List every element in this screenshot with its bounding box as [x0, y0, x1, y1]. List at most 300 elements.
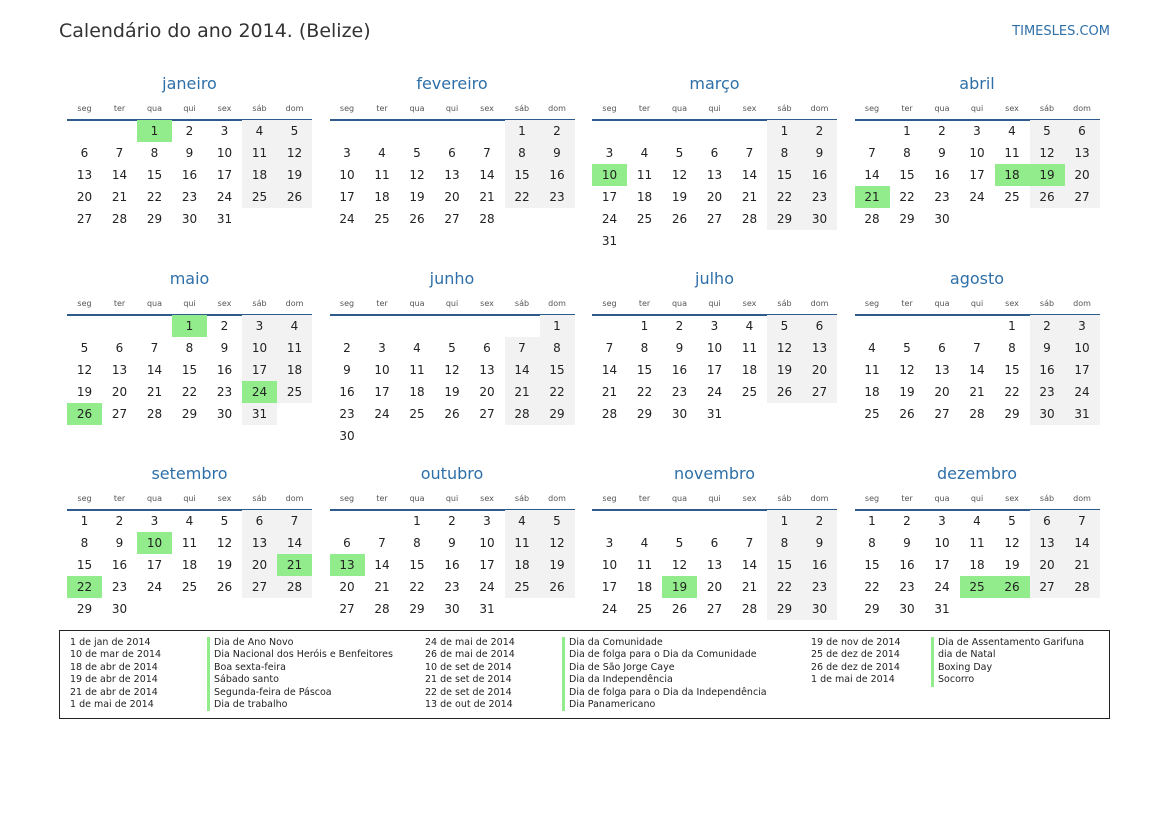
day-cell: 29 — [181, 407, 198, 421]
weekday-label: qui — [970, 494, 984, 503]
day-cell: 23 — [899, 580, 915, 594]
day-cell: 19 — [1004, 558, 1020, 572]
day-cell: 30 — [1030, 403, 1065, 425]
day-cell: 23 — [540, 186, 575, 208]
legend-holiday-name: Dia Panamericano — [562, 699, 767, 711]
day-cell: 11 — [181, 536, 198, 550]
month-name: outubro — [420, 464, 484, 483]
holiday-day-cell: 22 — [67, 576, 102, 598]
day-cell: 10 — [242, 337, 277, 359]
weekday-label: ter — [901, 494, 913, 503]
day-cell: 4 — [640, 146, 649, 160]
day-cell: 2 — [115, 514, 124, 528]
month-julho — [592, 269, 837, 454]
day-cell: 9 — [675, 341, 684, 355]
weekday-label: sex — [217, 299, 232, 308]
day-cell: 21 — [741, 190, 758, 204]
weekday-label: dom — [1073, 494, 1091, 503]
day-cell: 15 — [146, 168, 163, 182]
day-cell: 22 — [636, 385, 653, 399]
day-cell: 1 — [505, 120, 540, 142]
day-cell: 19 — [409, 190, 425, 204]
weekday-label: sáb — [514, 494, 530, 503]
legend-holiday-name: Socorro — [931, 674, 1084, 686]
day-cell: 26 — [540, 576, 575, 598]
month-name: janeiro — [162, 74, 217, 93]
day-cell: 20 — [1030, 554, 1065, 576]
legend-date: 22 de set de 2014 — [425, 686, 512, 698]
legend-holiday-name: Dia de trabalho — [207, 699, 393, 711]
day-cell: 16 — [540, 164, 575, 186]
day-cell: 22 — [146, 190, 163, 204]
day-cell: 12 — [767, 337, 802, 359]
day-cell: 31 — [934, 602, 950, 616]
day-cell: 5 — [220, 514, 229, 528]
day-cell: 17 — [969, 168, 985, 182]
day-cell: 28 — [741, 602, 758, 616]
holiday-day-cell: 25 — [960, 576, 995, 598]
legend-date: 26 de dez de 2014 — [811, 661, 900, 673]
day-cell: 14 — [479, 168, 495, 182]
day-cell: 24 — [216, 190, 233, 204]
day-cell: 18 — [181, 558, 198, 572]
day-cell: 26 — [409, 212, 425, 226]
day-cell: 10 — [934, 536, 950, 550]
day-cell: 9 — [343, 363, 351, 377]
day-cell: 18 — [242, 164, 277, 186]
day-cell: 16 — [671, 363, 688, 377]
weekday-label: sex — [1005, 494, 1019, 503]
weekday-label: seg — [602, 299, 617, 308]
weekday-label: qui — [183, 299, 196, 308]
day-cell: 15 — [540, 359, 575, 381]
day-cell: 5 — [903, 341, 911, 355]
day-cell: 21 — [741, 580, 758, 594]
weekday-label: qua — [146, 299, 163, 308]
day-cell: 21 — [146, 385, 163, 399]
day-cell: 24 — [706, 385, 723, 399]
day-cell: 17 — [242, 359, 277, 381]
weekday-label: sex — [742, 104, 757, 113]
weekday-label: dom — [810, 299, 829, 308]
holiday-day-cell: 21 — [277, 554, 312, 576]
day-cell: 28 — [479, 212, 495, 226]
day-cell: 13 — [706, 558, 723, 572]
day-cell: 15 — [899, 168, 915, 182]
weekday-label: ter — [376, 104, 388, 113]
weekday-label: seg — [864, 104, 880, 113]
day-cell: 13 — [111, 363, 128, 377]
legend-date: 21 de set de 2014 — [425, 674, 512, 686]
day-cell: 2 — [938, 124, 946, 138]
day-cell: 10 — [1065, 337, 1100, 359]
weekday-label: seg — [602, 494, 617, 503]
day-cell: 2 — [903, 514, 911, 528]
day-cell: 7 — [378, 536, 386, 550]
day-cell: 2 — [448, 514, 456, 528]
month-agosto — [855, 269, 1100, 454]
day-cell: 1 — [80, 514, 89, 528]
day-cell: 3 — [1065, 315, 1100, 337]
day-cell: 24 — [1065, 381, 1100, 403]
day-grid — [67, 510, 312, 642]
day-cell: 17 — [1065, 359, 1100, 381]
legend-holiday-name: Segunda-feira de Páscoa — [207, 687, 393, 699]
day-cell: 12 — [540, 532, 575, 554]
day-cell: 7 — [1065, 510, 1100, 532]
day-cell: 8 — [767, 532, 802, 554]
day-cell: 30 — [934, 212, 950, 226]
day-cell: 11 — [409, 363, 425, 377]
day-cell: 23 — [802, 186, 837, 208]
day-cell: 27 — [706, 212, 723, 226]
day-cell: 8 — [640, 341, 649, 355]
legend-holiday-name: Dia de folga para o Dia da Comunidade — [562, 649, 767, 661]
day-cell: 6 — [242, 510, 277, 532]
day-cell: 16 — [216, 363, 233, 377]
month-dezembro — [855, 464, 1100, 649]
day-cell: 22 — [1004, 385, 1020, 399]
day-cell: 13 — [802, 337, 837, 359]
day-cell: 28 — [601, 407, 618, 421]
weekday-label: sex — [742, 299, 757, 308]
day-cell: 22 — [505, 186, 540, 208]
day-cell: 15 — [505, 164, 540, 186]
weekday-label: sáb — [777, 104, 792, 113]
day-cell: 29 — [767, 598, 802, 620]
day-cell: 18 — [969, 558, 985, 572]
day-cell: 21 — [374, 580, 390, 594]
weekday-label: sex — [480, 494, 494, 503]
day-grid — [592, 510, 837, 642]
day-cell: 11 — [636, 168, 653, 182]
day-cell: 1 — [640, 319, 649, 333]
day-cell: 24 — [601, 212, 618, 226]
weekday-label: seg — [864, 299, 880, 308]
weekday-label: ter — [901, 299, 913, 308]
day-cell: 14 — [374, 558, 390, 572]
day-cell: 8 — [868, 536, 876, 550]
day-cell: 21 — [969, 385, 985, 399]
holiday-day-cell: 26 — [995, 576, 1030, 598]
weekday-header — [592, 494, 837, 506]
weekday-label: dom — [1073, 104, 1091, 113]
day-cell: 1 — [767, 120, 802, 142]
weekday-label: dom — [1073, 299, 1091, 308]
day-cell: 10 — [216, 146, 233, 160]
day-cell: 11 — [969, 536, 985, 550]
day-cell: 25 — [505, 576, 540, 598]
month-name: novembro — [674, 464, 755, 483]
day-cell: 11 — [636, 558, 653, 572]
weekday-header — [330, 494, 575, 506]
day-cell: 29 — [899, 212, 915, 226]
legend-date: 13 de out de 2014 — [425, 698, 513, 710]
month-name: maio — [169, 269, 210, 288]
weekday-label: ter — [113, 494, 126, 503]
day-grid — [855, 315, 1100, 447]
day-cell: 12 — [671, 168, 688, 182]
day-cell: 20 — [706, 190, 723, 204]
day-cell: 30 — [802, 598, 837, 620]
day-cell: 16 — [181, 168, 198, 182]
day-cell: 2 — [540, 120, 575, 142]
legend-dates-column — [425, 637, 515, 711]
day-cell: 12 — [76, 363, 93, 377]
day-cell: 7 — [973, 341, 981, 355]
weekday-label: ter — [113, 299, 126, 308]
day-cell: 25 — [409, 407, 425, 421]
day-cell: 26 — [671, 602, 688, 616]
day-cell: 6 — [483, 341, 491, 355]
day-cell: 17 — [934, 558, 950, 572]
day-cell: 5 — [675, 536, 684, 550]
legend-date: 25 de dez de 2014 — [811, 649, 900, 661]
weekday-header — [330, 104, 575, 116]
day-cell: 7 — [745, 536, 754, 550]
day-cell: 30 — [216, 407, 233, 421]
day-cell: 3 — [242, 315, 277, 337]
day-cell: 29 — [636, 407, 653, 421]
legend-holiday-name: Dia da Independência — [562, 674, 767, 686]
day-cell: 5 — [1030, 120, 1065, 142]
month-setembro — [67, 464, 312, 649]
holiday-day-cell: 10 — [137, 532, 172, 554]
day-cell: 12 — [899, 363, 915, 377]
day-cell: 9 — [903, 536, 911, 550]
month-maio — [67, 269, 312, 454]
month-name: fevereiro — [416, 74, 488, 93]
day-cell: 22 — [767, 576, 802, 598]
legend-holiday-name: Boa sexta-feira — [207, 662, 393, 674]
day-cell: 1 — [903, 124, 911, 138]
day-cell: 14 — [277, 532, 312, 554]
weekday-label: qua — [671, 104, 688, 113]
day-cell: 11 — [505, 532, 540, 554]
site-link[interactable]: TIMESLES.COM — [1012, 24, 1110, 39]
weekday-header — [67, 494, 312, 506]
day-cell: 23 — [802, 576, 837, 598]
day-cell: 27 — [111, 407, 128, 421]
day-cell: 16 — [111, 558, 128, 572]
day-cell: 9 — [938, 146, 946, 160]
day-cell: 25 — [741, 385, 758, 399]
legend-date: 19 de abr de 2014 — [70, 674, 158, 686]
day-cell: 5 — [413, 146, 421, 160]
holiday-day-cell: 13 — [330, 554, 365, 576]
months-grid — [67, 74, 1101, 624]
month-novembro — [592, 464, 837, 649]
day-cell: 20 — [339, 580, 355, 594]
day-cell: 8 — [1008, 341, 1016, 355]
legend-date: 10 de mar de 2014 — [70, 649, 162, 661]
day-cell: 17 — [479, 558, 495, 572]
weekday-label: qui — [708, 104, 721, 113]
day-cell: 22 — [181, 385, 198, 399]
day-cell: 29 — [1004, 407, 1020, 421]
day-cell: 17 — [339, 190, 355, 204]
day-cell: 27 — [444, 212, 460, 226]
weekday-header — [592, 299, 837, 311]
month-janeiro — [67, 74, 312, 259]
day-cell: 21 — [505, 381, 540, 403]
day-cell: 4 — [505, 510, 540, 532]
weekday-label: dom — [548, 299, 566, 308]
day-cell: 25 — [1004, 190, 1020, 204]
legend-holiday-name: dia de Natal — [931, 649, 1084, 661]
day-cell: 17 — [706, 363, 723, 377]
day-grid — [330, 510, 575, 642]
day-cell: 26 — [1030, 186, 1065, 208]
day-cell: 22 — [864, 580, 880, 594]
day-cell: 3 — [343, 146, 351, 160]
day-cell: 21 — [479, 190, 495, 204]
weekday-label: dom — [285, 299, 304, 308]
weekday-label: sáb — [1039, 299, 1055, 308]
weekday-header — [855, 299, 1100, 311]
holiday-day-cell: 18 — [995, 164, 1030, 186]
day-cell: 4 — [413, 341, 421, 355]
day-cell: 29 — [864, 602, 880, 616]
day-cell: 8 — [505, 142, 540, 164]
day-cell: 24 — [479, 580, 495, 594]
day-cell: 14 — [864, 168, 880, 182]
day-cell: 5 — [80, 341, 89, 355]
weekday-label: qua — [671, 299, 688, 308]
weekday-label: ter — [376, 494, 388, 503]
legend-holiday-name: Dia da Comunidade — [562, 637, 767, 649]
day-cell: 13 — [934, 363, 950, 377]
day-cell: 23 — [934, 190, 950, 204]
weekday-header — [67, 104, 312, 116]
day-cell: 15 — [864, 558, 880, 572]
day-cell: 18 — [374, 190, 390, 204]
legend-names-column — [931, 637, 1084, 687]
day-cell: 23 — [671, 385, 688, 399]
day-cell: 20 — [706, 580, 723, 594]
day-cell: 4 — [378, 146, 386, 160]
day-cell: 11 — [242, 142, 277, 164]
day-cell: 12 — [409, 168, 425, 182]
day-cell: 13 — [706, 168, 723, 182]
day-cell: 3 — [483, 514, 491, 528]
weekday-header — [330, 299, 575, 311]
day-cell: 26 — [671, 212, 688, 226]
legend-names-column — [207, 637, 393, 711]
day-cell: 2 — [802, 510, 837, 532]
day-cell: 4 — [973, 514, 981, 528]
day-cell: 21 — [1065, 554, 1100, 576]
day-cell: 27 — [1030, 576, 1065, 598]
day-cell: 30 — [444, 602, 460, 616]
day-grid — [592, 120, 837, 252]
day-cell: 23 — [216, 385, 233, 399]
day-cell: 15 — [767, 554, 802, 576]
day-cell: 15 — [181, 363, 198, 377]
day-cell: 4 — [640, 536, 649, 550]
weekday-label: sáb — [1039, 104, 1055, 113]
holiday-day-cell: 19 — [662, 576, 697, 598]
legend-date: 18 de abr de 2014 — [70, 661, 158, 673]
weekday-label: qua — [146, 104, 163, 113]
day-cell: 14 — [1065, 532, 1100, 554]
month-junho — [330, 269, 575, 454]
day-cell: 26 — [216, 580, 233, 594]
day-cell: 9 — [220, 341, 229, 355]
day-cell: 6 — [343, 536, 351, 550]
month-fevereiro — [330, 74, 575, 259]
day-cell: 18 — [277, 359, 312, 381]
day-cell: 27 — [339, 602, 355, 616]
day-cell: 5 — [1008, 514, 1016, 528]
day-cell: 10 — [706, 341, 723, 355]
day-cell: 11 — [374, 168, 390, 182]
day-cell: 11 — [1004, 146, 1020, 160]
day-cell: 10 — [601, 558, 618, 572]
weekday-header — [67, 299, 312, 311]
day-cell: 10 — [339, 168, 355, 182]
day-cell: 24 — [601, 602, 618, 616]
weekday-label: sex — [217, 104, 232, 113]
day-cell: 22 — [540, 381, 575, 403]
day-cell: 28 — [741, 212, 758, 226]
day-grid — [330, 315, 575, 447]
day-cell: 19 — [540, 554, 575, 576]
day-cell: 11 — [864, 363, 880, 377]
day-cell: 24 — [374, 407, 390, 421]
day-cell: 20 — [1065, 164, 1100, 186]
holiday-day-cell: 24 — [242, 381, 277, 403]
day-cell: 14 — [741, 168, 758, 182]
day-cell: 12 — [1004, 536, 1020, 550]
day-cell: 22 — [409, 580, 425, 594]
legend-date: 1 de mai de 2014 — [70, 698, 154, 710]
day-cell: 18 — [505, 554, 540, 576]
day-cell: 26 — [899, 407, 915, 421]
month-março — [592, 74, 837, 259]
month-abril — [855, 74, 1100, 259]
holiday-day-cell: 19 — [1030, 164, 1065, 186]
day-cell: 2 — [343, 341, 351, 355]
day-cell: 15 — [76, 558, 93, 572]
day-cell: 6 — [1065, 120, 1100, 142]
legend-holiday-name: Dia Nacional dos Heróis e Benfeitores — [207, 649, 393, 661]
weekday-label: dom — [548, 494, 566, 503]
day-cell: 6 — [710, 536, 719, 550]
day-cell: 3 — [220, 124, 229, 138]
month-name: junho — [429, 269, 475, 288]
weekday-label: qui — [183, 494, 196, 503]
day-cell: 25 — [242, 186, 277, 208]
day-cell: 9 — [540, 142, 575, 164]
weekday-label: sáb — [252, 104, 267, 113]
day-cell: 31 — [216, 212, 233, 226]
weekday-label: sex — [480, 299, 494, 308]
weekday-label: qua — [409, 299, 425, 308]
day-cell: 16 — [339, 385, 355, 399]
day-cell: 27 — [934, 407, 950, 421]
day-cell: 30 — [181, 212, 198, 226]
day-cell: 8 — [413, 536, 421, 550]
day-cell: 9 — [185, 146, 194, 160]
day-cell: 19 — [76, 385, 93, 399]
day-cell: 18 — [409, 385, 425, 399]
day-cell: 31 — [1065, 403, 1100, 425]
day-cell: 23 — [339, 407, 355, 421]
day-cell: 4 — [277, 315, 312, 337]
day-grid — [592, 315, 837, 447]
day-grid — [67, 120, 312, 252]
